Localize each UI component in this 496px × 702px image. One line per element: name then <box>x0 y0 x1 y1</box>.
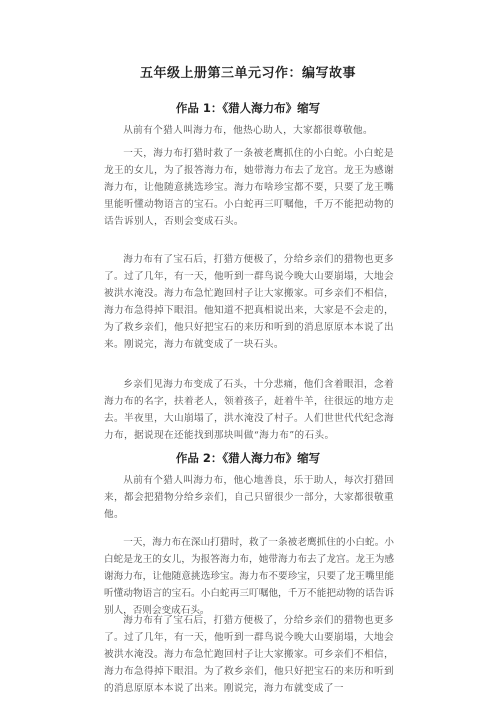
document-title: 五年级上册第三单元习作：编写故事 <box>139 66 356 81</box>
work-2-paragraph-3: 海力布有了宝石后，打猎方便极了，分给乡亲们的猎物也更多了。过了几年，有一天，他听到一群鸟说今晚大山要崩塌，大地会被洪水淹没。海力布急忙跑回村子让大家搬家。可乡亲们不相信，海力布急得掉下眼泪。为了救乡亲们，他只好把宝石的来历和听到的消息原原本本说了出来。刚说完，海力布就变成了一 <box>104 615 394 694</box>
work-2-paragraph-1: 从前有个猎人叫海力布，他心地善良，乐于助人，每次打猎回来，都会把猎物分给乡亲们，自己只留很少一部分，大家都很敬重他。 <box>104 475 394 520</box>
work-2-paragraph-2: 一天，海力布在深山打猎时，救了一条被老鹰抓住的小白蛇。小白蛇是龙王的女儿，为报答海力布，她带海力布去了龙宫。龙王为感谢海力布，让他随意挑选珍宝。海力布不要珍宝，只要了龙王嘴里能听懂动物语言的宝石。小白蛇再三叮嘱他，千万不能把动物的话告诉别人，否则会变成石头。 <box>104 537 394 616</box>
work-2-title: 作品 2：《猎人海力布》缩写 <box>175 451 321 465</box>
work-1-title: 作品 1：《猎人海力布》缩写 <box>175 101 321 115</box>
work-1-paragraph-1: 从前有个猎人叫海力布，他热心助人，大家都很尊敬他。 <box>123 125 374 136</box>
work-1-paragraph-4: 乡亲们见海力布变成了石头，十分悲痛，他们含着眼泪，念着海力布的名字，扶着老人，领着孩子，赶着牛羊，往很远的地方走去。半夜里，大山崩塌了，洪水淹没了村子。人们世世代代纪念海力布，据说现在还能找到那块叫做“海力布”的石头。 <box>104 379 394 441</box>
work-1-paragraph-2: 一天，海力布打猎时救了一条被老鹰抓住的小白蛇。小白蛇是龙王的女儿，为了报答海力布，她带海力布去了龙宫。龙王为感谢海力布，让他随意挑选珍宝。海力布啥珍宝都不要，只要了龙王嘴里能听懂动物语言的宝石。小白蛇再三叮嘱他，千万不能把动物的话告诉别人，否则会变成石头。 <box>104 148 394 227</box>
work-1-paragraph-3: 海力布有了宝石后，打猎方便极了，分给乡亲们的猎物也更多了。过了几年，有一天，他听到一群鸟说今晚大山要崩塌，大地会被洪水淹没。海力布急忙跑回村子让大家搬家。可乡亲们不相信，海力布急得掉下眼泪。他知道不把真相说出来，大家是不会走的，为了救乡亲们，他只好把宝石的来历和听到的消息原原本本说了出来。刚说完，海力布就变成了一块石头。 <box>104 254 394 350</box>
